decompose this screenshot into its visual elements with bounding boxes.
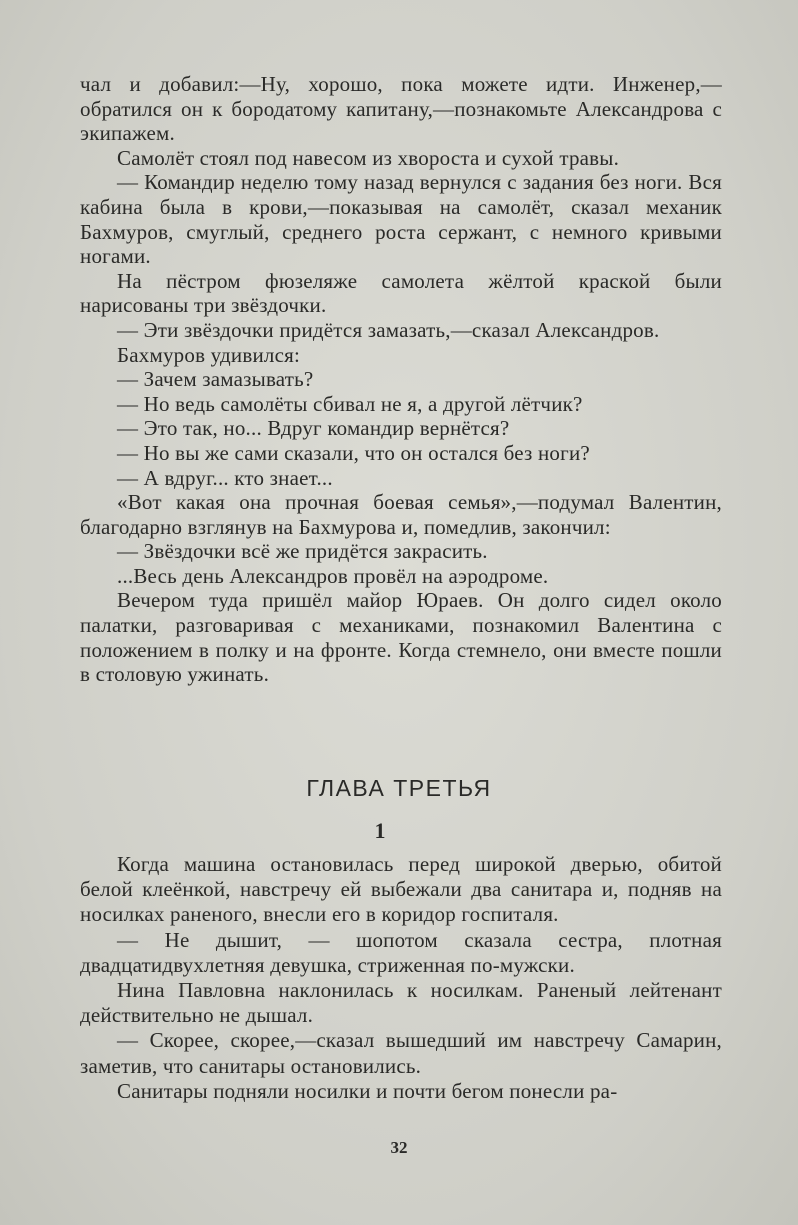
paragraph: ...Весь день Александров провёл на аэродроме. <box>117 563 549 588</box>
page-number: 32 <box>390 1138 408 1157</box>
paragraph: На пёстром фюзеляже самолета жёлтой краской были нарисованы три звёздочки. <box>80 268 722 318</box>
paragraph: Когда машина остановилась перед широкой дверью, обитой белой клеёнкой, навстречу ей выбежали два санитара и, подняв на носилках раненого, внесли его в коридор госпиталя. <box>80 852 722 927</box>
paragraph: — Командир неделю тому назад вернулся с задания без ноги. Вся кабина была в крови,—показывая на самолёт, сказал механик Бахмуров, смуглый, среднего роста сержант, с немного кривыми ногами. <box>80 170 722 269</box>
paragraph: — Но ведь самолёты сбивал не я, а другой лётчик? <box>117 391 583 416</box>
top-text-block <box>80 72 722 687</box>
paragraph: — Но вы же сами сказали, что он остался без ноги? <box>117 440 590 465</box>
paragraph: — Не дышит, — шопотом сказала сестра, плотная двадцатидвухлетняя девушка, стриженная по-мужски. <box>80 927 722 977</box>
paragraph: — Звёздочки всё же придётся закрасить. <box>117 539 488 564</box>
paragraph: чал и добавил:—Ну, хорошо, пока можете идти. Инженер,—обратился он к бородатому капитану,—познакомьте Александрова с экипажем. <box>80 72 722 146</box>
paragraph: Санитары подняли носилки и почти бегом понесли ра- <box>117 1078 618 1103</box>
paragraph: Самолёт стоял под навесом из хвороста и сухой травы. <box>117 145 620 170</box>
paragraph: «Вот какая она прочная боевая семья»,—подумал Валентин, благодарно взглянув на Бахмурова и, помедлив, закончил: <box>80 490 722 539</box>
paragraph: Бахмуров удивился: <box>117 342 300 367</box>
paragraph: Нина Павловна наклонилась к носилкам. Раненый лейтенант действительно не дышал. <box>80 978 722 1028</box>
chapter-title: ГЛАВА ТРЕТЬЯ <box>306 775 492 801</box>
paragraph: — А вдруг... кто знает... <box>117 465 333 490</box>
section-number: 1 <box>374 818 386 843</box>
paragraph: — Это так, но... Вдруг командир вернётся? <box>117 416 510 441</box>
bottom-text-block <box>80 852 722 1104</box>
paragraph: — Эти звёздочки придётся замазать,—сказал Александров. <box>117 317 660 342</box>
paragraph: — Зачем замазывать? <box>117 367 314 392</box>
paragraph: — Скорее, скорее,—сказал вышедший им навстречу Самарин, заметив, что санитары остановились. <box>80 1028 722 1078</box>
paragraph: Вечером туда пришёл майор Юраев. Он долго сидел около палатки, разговаривая с механиками, познакомил Валентина с положением в полку и на фронте. Когда стемнело, они вместе пошли в столовую ужинать. <box>80 588 722 687</box>
